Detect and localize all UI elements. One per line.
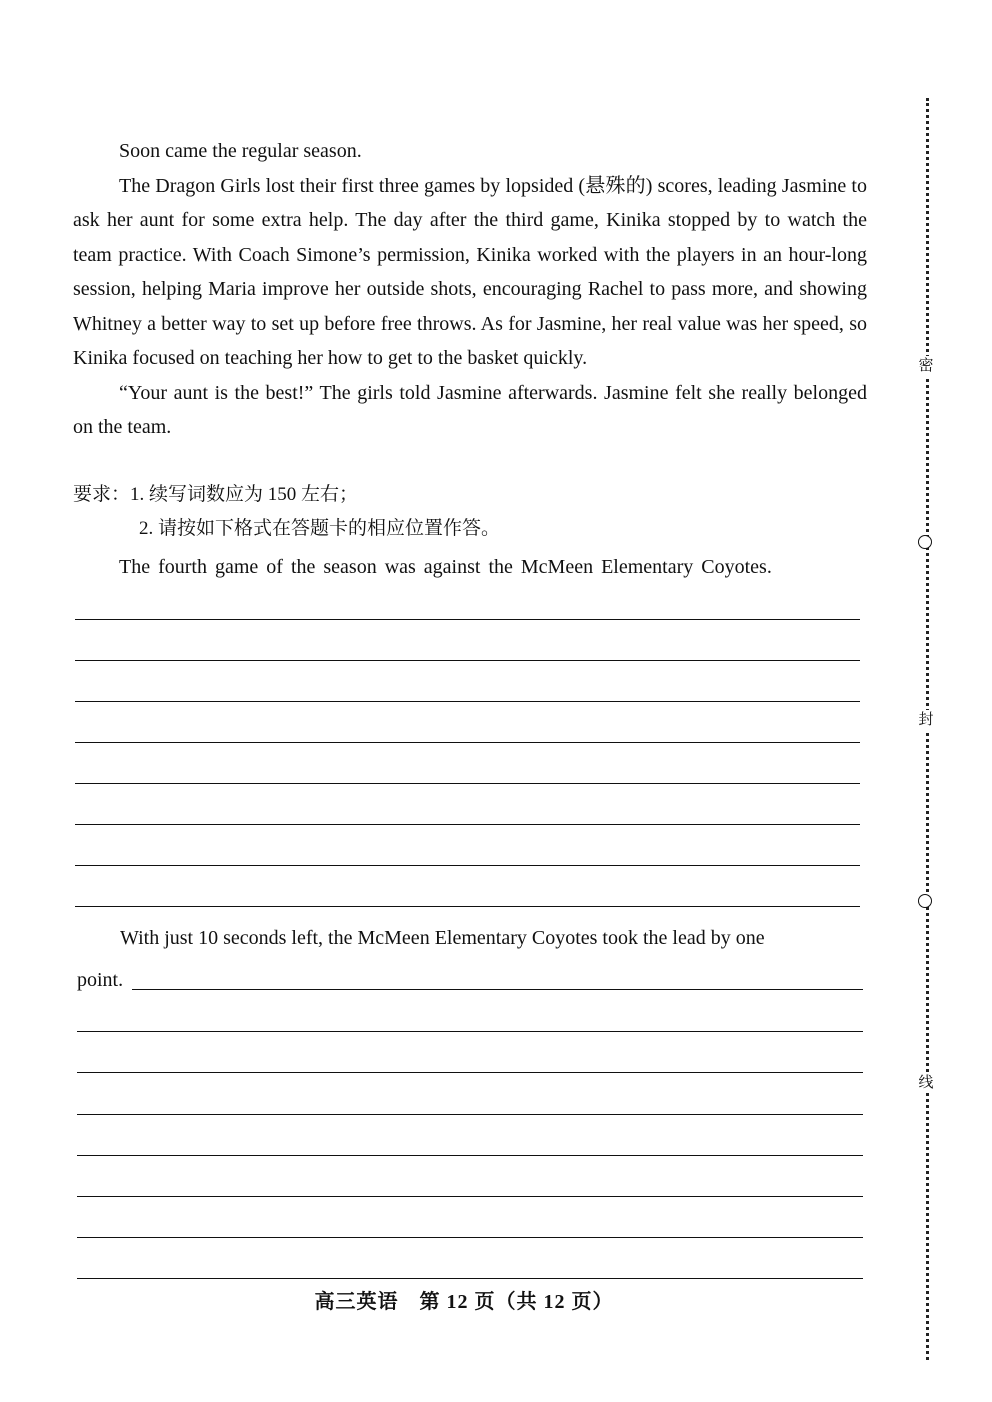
answer-line[interactable]: [77, 1196, 863, 1197]
requirements: [73, 478, 358, 512]
binding-char-mi: 密: [916, 356, 936, 376]
answer-line[interactable]: [75, 783, 860, 784]
answer-line[interactable]: [75, 824, 860, 825]
answer-line[interactable]: [75, 865, 860, 866]
story-paragraph-2: The Dragon Girls lost their first three games by lopsided (悬殊的) scores, leading Jasmine to ask her aunt for some extra help. The day after the third game, Kinika stopped by to watch the team practice. With Coach Simone’s permission, Kinika worked with the players in an hour-long session, helping Maria improve her outside shots, encouraging Rachel to pass more, and showing Whitney a better way to set up before free throws. As for Jasmine, her real value was her speed, so Kinika focused on teaching her how to get to the basket quickly.: [73, 174, 867, 369]
story-paragraph-3: “Your aunt is the best!” The girls told Jasmine afterwards. Jasmine felt she really belonged on the team.: [73, 381, 867, 438]
story-paragraph-1: Soon came the regular season.: [119, 140, 362, 162]
paragraph-1-opening: The fourth game of the season was against the McMeen Elementary Coyotes.: [119, 556, 772, 578]
answer-line[interactable]: [75, 701, 860, 702]
binding-char-xian: 线: [916, 1073, 936, 1093]
requirement-item-1: 1. 续写词数应为 150 左右；: [130, 484, 359, 505]
binding-circle: [918, 535, 932, 549]
answer-line[interactable]: [77, 1072, 863, 1073]
answer-line[interactable]: [75, 906, 860, 907]
answer-line[interactable]: [77, 1114, 863, 1115]
binding-char-feng: 封: [916, 710, 936, 730]
answer-line[interactable]: [132, 989, 863, 990]
answer-line[interactable]: [77, 1278, 863, 1279]
answer-line[interactable]: [75, 742, 860, 743]
answer-line[interactable]: [77, 1237, 863, 1238]
answer-line[interactable]: [77, 1031, 863, 1032]
requirement-item-2: 2. 请按如下格式在答题卡的相应位置作答。: [139, 518, 501, 539]
page-footer: 高三英语 第 12 页（共 12 页）: [314, 1291, 614, 1313]
requirements-label: 要求：: [73, 484, 131, 505]
story-text: [73, 134, 867, 445]
answer-line[interactable]: [75, 660, 860, 661]
answer-line[interactable]: [77, 1155, 863, 1156]
binding-circle: [918, 894, 932, 908]
answer-line[interactable]: [75, 619, 860, 620]
paragraph-2-opening-cont: point.: [77, 969, 124, 991]
paragraph-2-opening: With just 10 seconds left, the McMeen Elementary Coyotes took the lead by one: [120, 927, 765, 949]
